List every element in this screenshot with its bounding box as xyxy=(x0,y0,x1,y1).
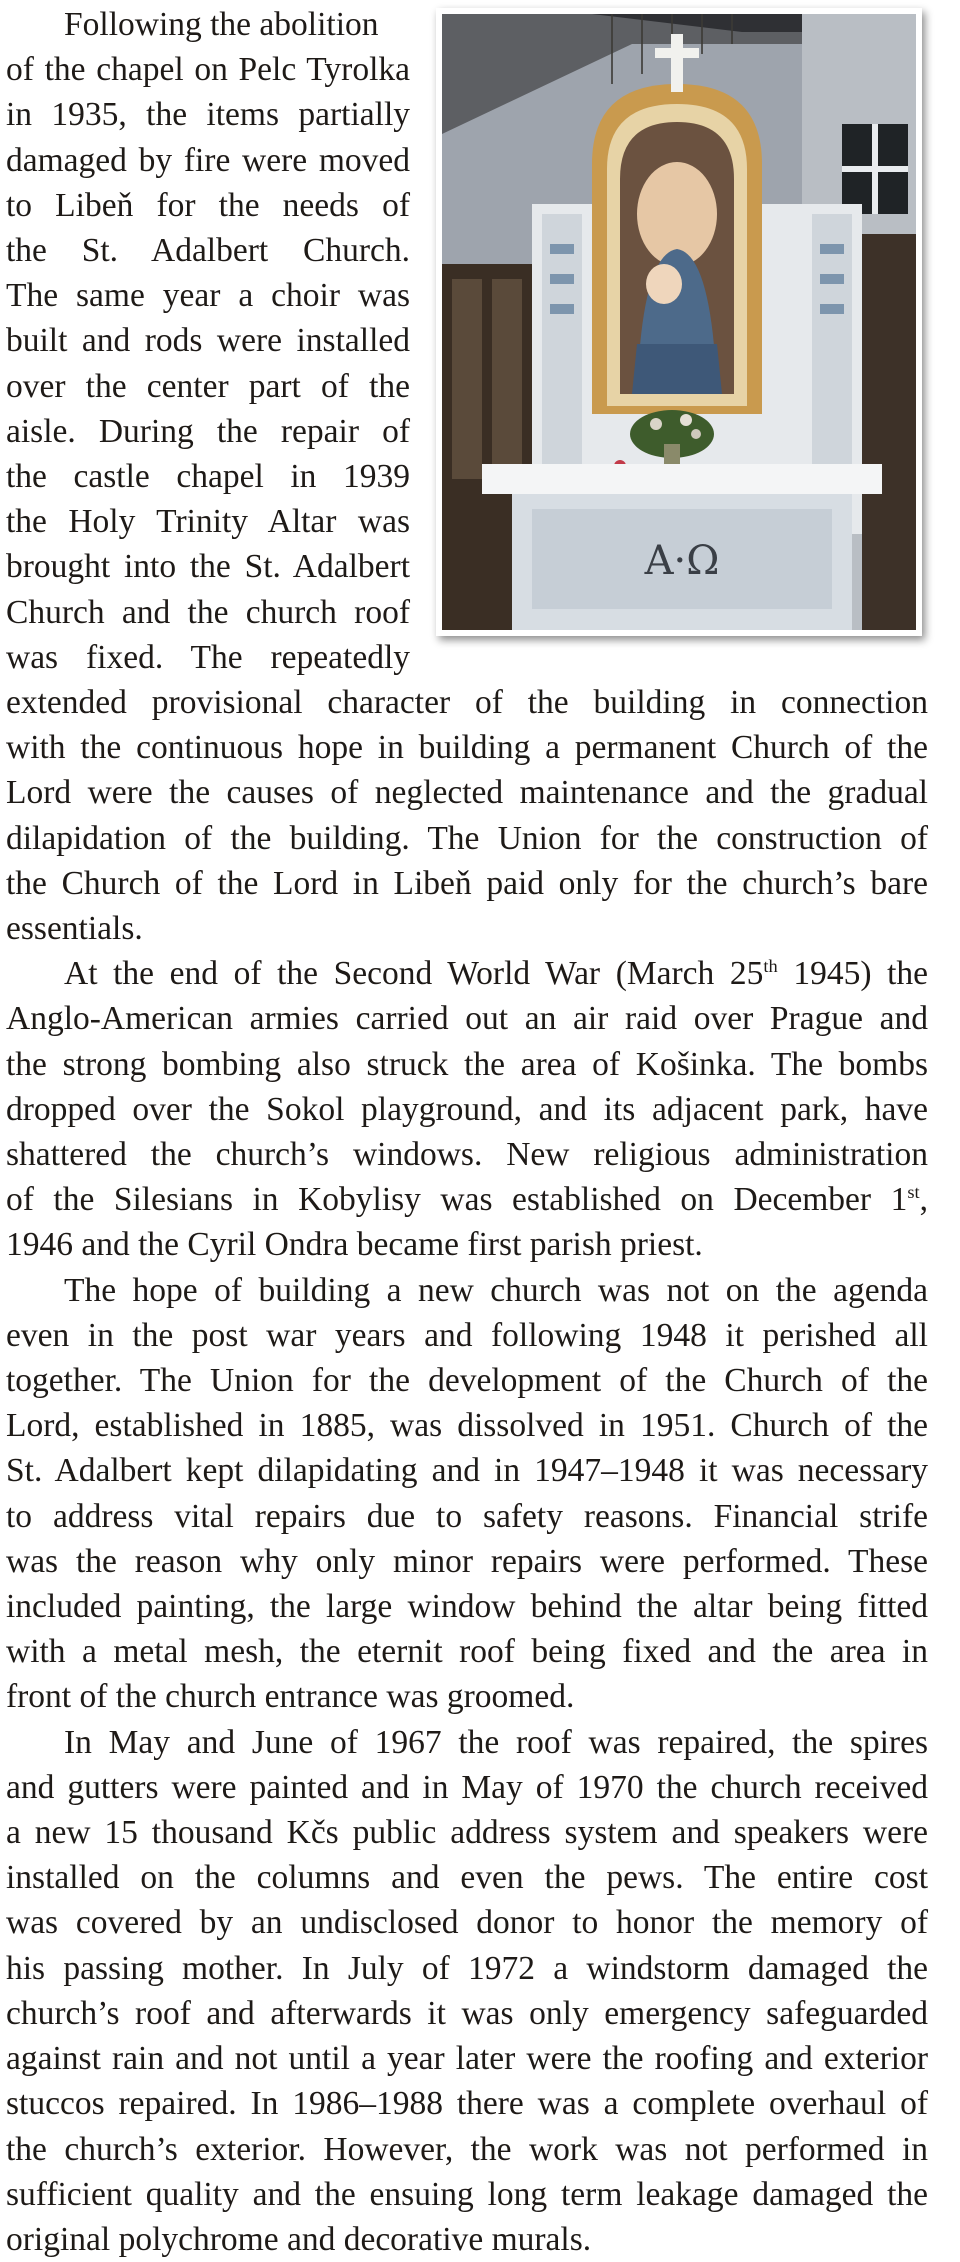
paragraph xyxy=(6,951,928,1267)
text-line: shattered the church’s windows. New religious administration xyxy=(6,1136,928,1174)
text-line: was fixed. The repeatedly xyxy=(6,638,410,676)
text-line: At the end of the Second World War (March 25th 1945) the xyxy=(64,955,928,993)
text-line: The hope of building a new church was not on the agenda xyxy=(64,1271,928,1309)
text-line: his passing mother. In July of 1972 a windstorm damaged the xyxy=(6,1949,928,1987)
text-line: and gutters were painted and in May of 1970 the church received xyxy=(6,1768,928,1806)
text-line: the St. Adalbert Church. xyxy=(6,232,410,270)
text-line: essentials. xyxy=(6,910,143,948)
text-line: the Holy Trinity Altar was xyxy=(6,503,410,541)
text-line: in 1935, the items partially xyxy=(6,96,410,134)
text-line: installed on the columns and even the pews. The entire cost xyxy=(6,1859,928,1897)
text-line: to Libeň for the needs of xyxy=(6,186,410,224)
text-line: over the center part of the xyxy=(6,367,410,405)
text-line: the strong bombing also struck the area of Košinka. The bombs xyxy=(6,1045,928,1083)
text-line: stuccos repaired. In 1986–1988 there was a complete overhaul of xyxy=(6,2085,928,2123)
text-line: to address vital repairs due to safety reasons. Financial strife xyxy=(6,1497,928,1535)
text-line: Lord, established in 1885, was dissolved in 1951. Church of the xyxy=(6,1407,928,1445)
text-line: dilapidation of the building. The Union for the construction of xyxy=(6,819,928,857)
text-line: the church’s exterior. However, the work was not performed in xyxy=(6,2130,928,2168)
text-line: of the chapel on Pelc Tyrolka xyxy=(6,51,410,89)
text-line: St. Adalbert kept dilapidating and in 1947–1948 it was necessary xyxy=(6,1452,928,1490)
text-line: Following the abolition xyxy=(64,6,379,43)
text-line: damaged by fire were moved xyxy=(6,141,410,179)
text-line: church’s roof and afterwards it was only emergency safeguarded xyxy=(6,1994,928,2032)
text-line: Church and the church roof xyxy=(6,593,410,631)
text-line: against rain and not until a year later were the roofing and exterior xyxy=(6,2040,928,2078)
text-line: original polychrome and decorative murals. xyxy=(6,2220,592,2258)
text-line: built and rods were installed xyxy=(6,322,410,360)
paragraph xyxy=(6,1268,928,1720)
superscript: st xyxy=(907,1182,920,1203)
text-line: dropped over the Sokol playground, and its adjacent park, have xyxy=(6,1090,928,1128)
text-line: extended provisional character of the building in connection xyxy=(6,684,928,721)
text-line: Anglo-American armies carried out an air raid over Prague and xyxy=(6,1000,928,1038)
text-line: In May and June of 1967 the roof was repaired, the spires xyxy=(64,1723,928,1761)
altar-inscription: Α·Ω xyxy=(644,538,720,584)
text-line: even in the post war years and following 1948 it perished all xyxy=(6,1316,928,1354)
text-line: front of the church entrance was groomed. xyxy=(6,1678,575,1716)
text-line: Lord were the causes of neglected maintenance and the gradual xyxy=(6,774,928,812)
text-line: was the reason why only minor repairs were performed. These xyxy=(6,1542,928,1580)
text-line: was covered by an undisclosed donor to honor the memory of xyxy=(6,1904,928,1942)
text-line: a new 15 thousand Kčs public address system and speakers were xyxy=(6,1814,928,1852)
text-line: 1946 and the Cyril Ondra became first parish priest. xyxy=(6,1226,703,1264)
text-line: the castle chapel in 1939 xyxy=(6,458,410,496)
text-line: aisle. During the repair of xyxy=(6,412,410,450)
text-line: included painting, the large window behind the altar being fitted xyxy=(6,1588,928,1626)
text-line: the Church of the Lord in Libeň paid only for the church’s bare xyxy=(6,864,928,902)
text-line: The same year a choir was xyxy=(6,277,410,315)
paragraph xyxy=(6,1720,928,2262)
intro-column xyxy=(6,2,410,680)
altar-image xyxy=(442,14,916,630)
text-line: of the Silesians in Kobylisy was established on December 1st, xyxy=(6,1181,928,1219)
text-line: brought into the St. Adalbert xyxy=(6,548,410,586)
text-line: with the continuous hope in building a permanent Church of the xyxy=(6,729,928,767)
text-line: sufficient quality and the ensuing long term leakage damaged the xyxy=(6,2175,928,2213)
superscript: th xyxy=(763,956,778,977)
text-line: with a metal mesh, the eternit roof being fixed and the area in xyxy=(6,1633,928,1671)
text-line: together. The Union for the development of the Church of the xyxy=(6,1362,928,1400)
paragraph xyxy=(6,680,928,951)
body-text xyxy=(6,680,928,2262)
altar-photo xyxy=(436,8,922,636)
